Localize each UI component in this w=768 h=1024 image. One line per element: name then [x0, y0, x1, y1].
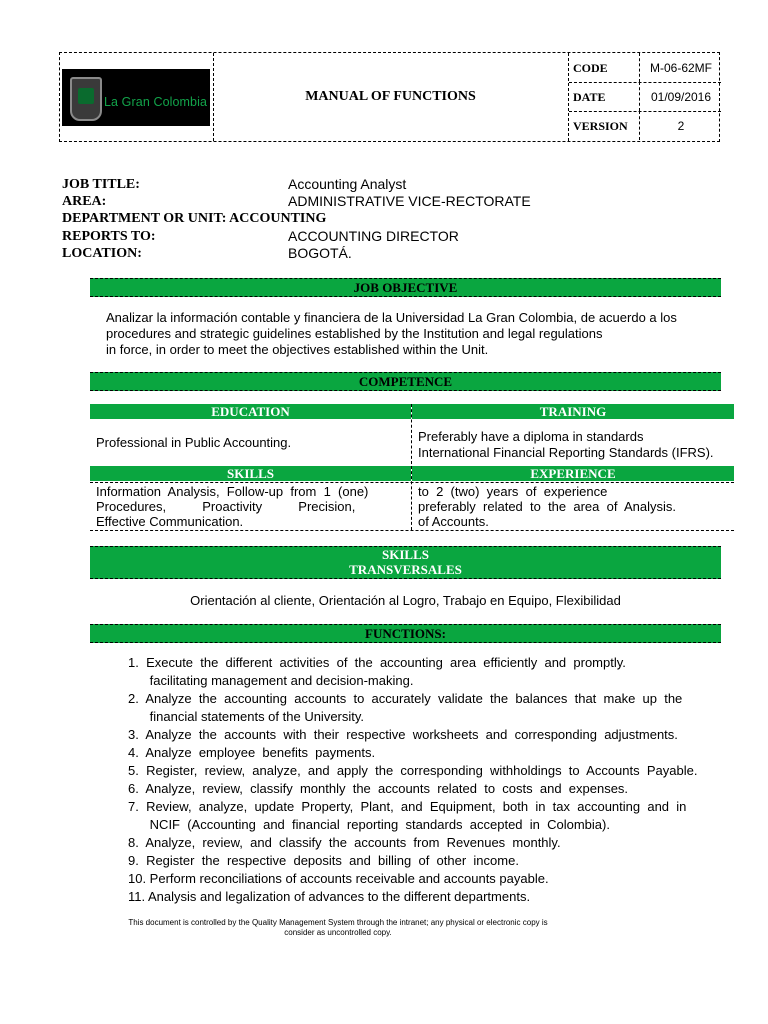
reports-to-value: ACCOUNTING DIRECTOR — [288, 228, 459, 244]
function-item: 2. Analyze the accounting accounts to accurately validate the balances that make up the — [128, 691, 683, 706]
experience-heading: EXPERIENCE — [412, 466, 734, 481]
area-label: AREA: — [62, 194, 107, 209]
education-text: Professional in Public Accounting. — [96, 435, 292, 450]
education-heading: EDUCATION — [90, 404, 411, 419]
function-item: 5. Register, review, analyze, and apply the corresponding withholdings to Accounts Payable. — [128, 763, 698, 778]
transversal-heading-line: TRANSVERSALES — [349, 562, 462, 577]
job-title-value: Accounting Analyst — [288, 176, 407, 192]
area-value: ADMINISTRATIVE VICE-RECTORATE — [288, 193, 531, 209]
transversal-heading-line: SKILLS — [382, 547, 429, 562]
skills-line: Information Analysis, Follow-up from 1 (one) — [96, 484, 369, 499]
document-meta — [568, 53, 721, 141]
function-item: 11. Analysis and legalization of advances to the different departments. — [128, 889, 531, 904]
location-value: BOGOTÁ. — [288, 245, 352, 261]
functions-list — [128, 654, 732, 906]
skills-line: Procedures, Proactivity Precision, — [96, 499, 356, 514]
function-item: 1. Execute the different activities of the accounting area efficiently and promptly. — [128, 655, 626, 670]
document-title: MANUAL OF FUNCTIONS — [305, 89, 476, 104]
logo-name: La Gran Colombia — [104, 95, 208, 109]
transversal-skills-text: Orientación al cliente, Orientación al Logro, Trabajo en Equipo, Flexibilidad — [190, 593, 621, 608]
function-item: facilitating management and decision-making. — [128, 673, 414, 688]
function-item: 4. Analyze employee benefits payments. — [128, 745, 376, 760]
function-item: 3. Analyze the accounts with their respective worksheets and corresponding adjustments. — [128, 727, 678, 742]
logo-cell — [60, 53, 214, 141]
document-header — [59, 52, 720, 142]
functions-heading: FUNCTIONS: — [90, 624, 721, 643]
function-item: 9. Register the respective deposits and billing of other income. — [128, 853, 519, 868]
function-item: 6. Analyze, review, classify monthly the accounts related to costs and expenses. — [128, 781, 629, 796]
shield-icon — [70, 77, 102, 121]
meta-date-value: 01/09/2016 — [650, 90, 712, 104]
experience-text — [418, 484, 723, 529]
training-line: Preferably have a diploma in standards — [418, 429, 644, 444]
training-heading: TRAINING — [412, 404, 734, 419]
function-item: 7. Review, analyze, update Property, Plant, and Equipment, both in tax accounting and in — [128, 799, 687, 814]
footer-line: consider as uncontrolled copy. — [284, 928, 392, 937]
function-item: 8. Analyze, review, and classify the accounts from Revenues monthly. — [128, 835, 561, 850]
location-label: LOCATION: — [62, 246, 142, 261]
experience-line: preferably related to the area of Analysis. — [418, 499, 676, 514]
document-footer — [78, 918, 598, 938]
function-item: financial statements of the University. — [128, 709, 365, 724]
experience-line: of Accounts. — [418, 514, 489, 529]
footer-line: This document is controlled by the Quality Management System through the intranet; any physical or electronic copy is — [128, 918, 548, 927]
objective-line: in force, in order to meet the objectives established within the Unit. — [106, 342, 489, 357]
meta-code-value: M-06-62MF — [649, 61, 712, 75]
reports-to-label: REPORTS TO: — [62, 229, 156, 244]
experience-line: to 2 (two) years of experience — [418, 484, 608, 499]
transversal-skills-heading — [90, 546, 721, 579]
meta-date-label: DATE — [573, 90, 606, 104]
meta-code-row — [569, 53, 721, 83]
meta-version-value: 2 — [677, 119, 685, 133]
meta-code-label: CODE — [573, 61, 608, 75]
objective-line: procedures and strategic guidelines established by the Institution and legal regulations — [106, 326, 603, 341]
meta-version-label: VERSION — [573, 119, 628, 133]
meta-date-row — [569, 82, 721, 112]
job-objective-heading: JOB OBJECTIVE — [90, 278, 721, 297]
university-logo — [62, 69, 210, 126]
meta-version-row — [569, 111, 721, 140]
skills-line: Effective Communication. — [96, 514, 244, 529]
training-line: International Financial Reporting Standards (IFRS). — [418, 445, 714, 460]
department-label: DEPARTMENT OR UNIT: ACCOUNTING — [62, 211, 327, 226]
function-item: 10. Perform reconciliations of accounts receivable and accounts payable. — [128, 871, 549, 886]
objective-line: Analizar la información contable y financiera de la Universidad La Gran Colombia, de acuerdo a los — [106, 310, 677, 325]
function-item: NCIF (Accounting and financial reporting standards accepted in Colombia). — [128, 817, 610, 832]
training-text — [418, 429, 714, 461]
job-objective-text — [106, 310, 712, 358]
competence-heading: COMPETENCE — [90, 372, 721, 391]
skills-heading: SKILLS — [90, 466, 411, 481]
skills-text — [96, 484, 405, 529]
job-title-label: JOB TITLE: — [62, 177, 140, 192]
